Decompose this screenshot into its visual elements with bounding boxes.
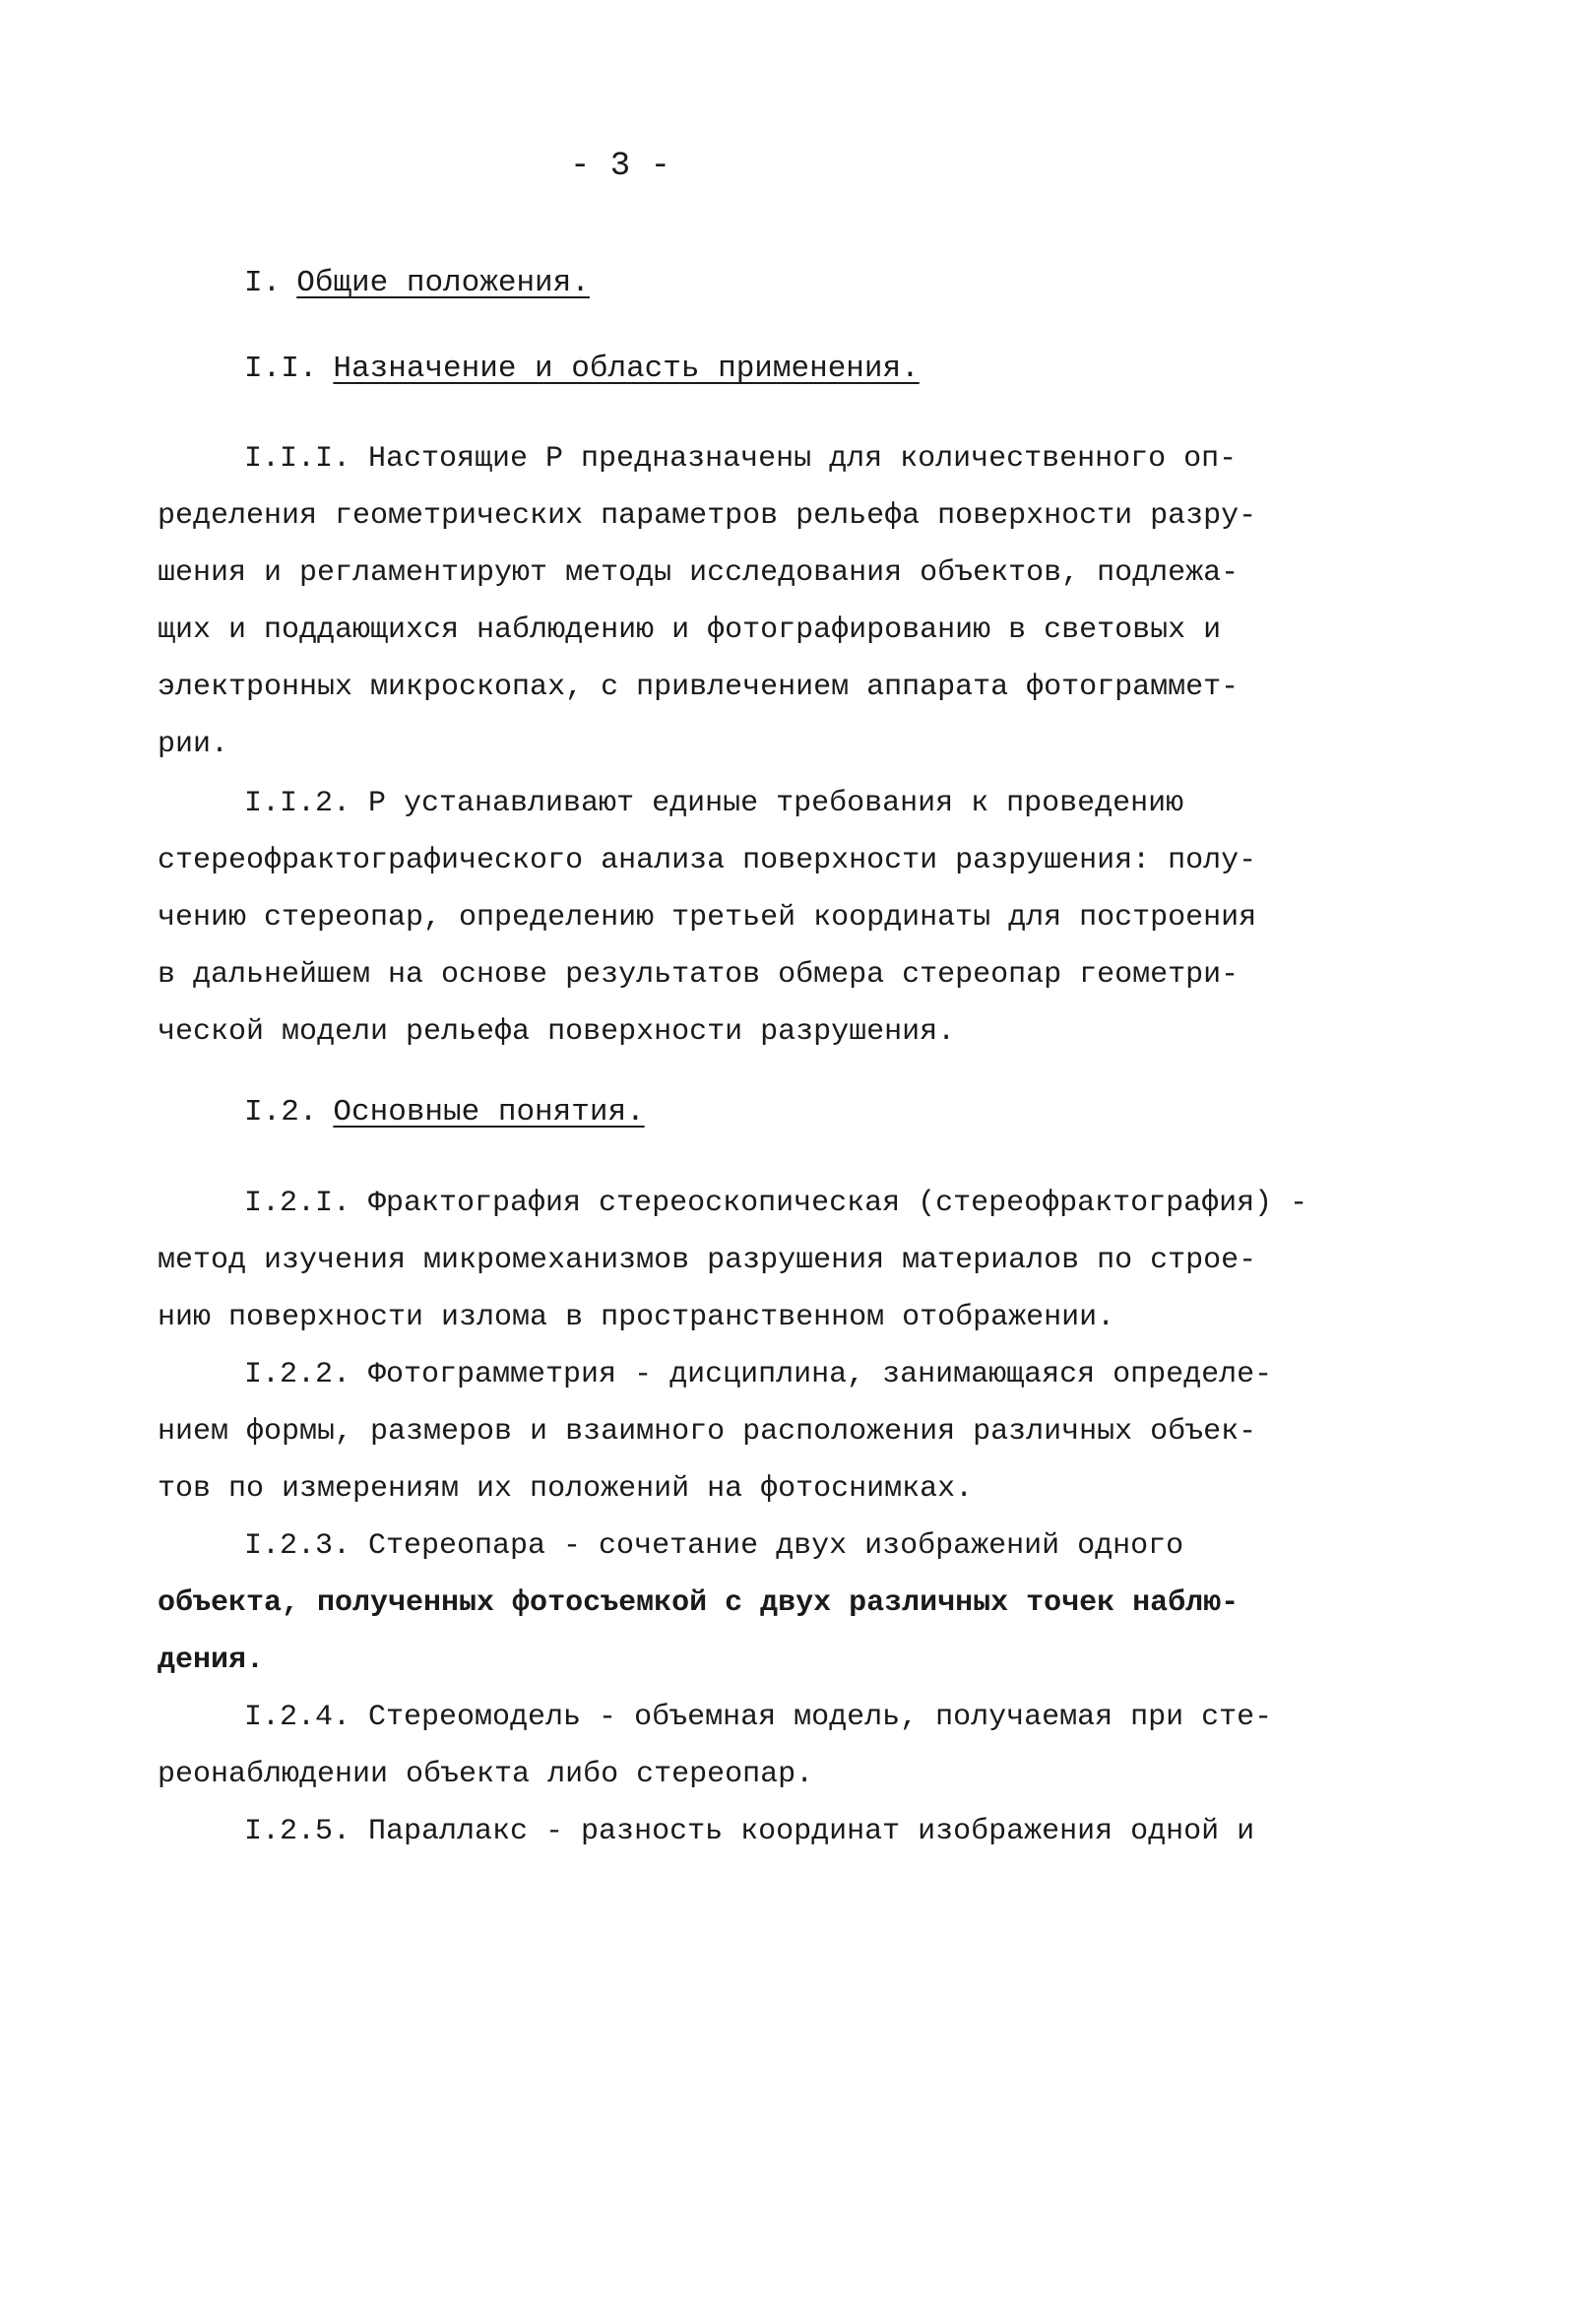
paragraph-line: I.2.I. Фрактография стереоскопическая (стереофрактография) - xyxy=(244,1187,1308,1220)
paragraph-line: нием формы, размеров и взаимного расположения различных объек- xyxy=(158,1415,1257,1449)
paragraph-1-2-1 xyxy=(158,1175,1308,1346)
section-number: I.I. xyxy=(244,352,318,386)
paragraph-line: метод изучения микромеханизмов разрушения материалов по строе- xyxy=(158,1244,1257,1277)
section-heading-1-1 xyxy=(244,352,920,386)
paragraph-line: I.I.2. Р устанавливают единые требования к проведению xyxy=(244,787,1184,820)
paragraph-line: нию поверхности излома в пространственном отображении. xyxy=(158,1301,1115,1334)
paragraph-line: щих и поддающихся наблюдению и фотографированию в световых и xyxy=(158,613,1222,647)
paragraph-1-2-3 xyxy=(158,1517,1270,1689)
paragraph-1-1-1 xyxy=(158,430,1270,773)
section-title: Общие положения. xyxy=(296,266,590,300)
page-number: - 3 - xyxy=(569,148,671,185)
paragraph-line: в дальнейшем на основе результатов обмера стереопар геометри- xyxy=(158,958,1240,992)
section-title: Основные понятия. xyxy=(333,1095,645,1130)
paragraph-line: I.2.3. Стереопара - сочетание двух изображений одного xyxy=(244,1529,1184,1563)
paragraph-line: I.I.I. Настоящие Р предназначены для количественного оп- xyxy=(244,442,1238,476)
paragraph-line: I.2.2. Фотограмметрия - дисциплина, занимающаяся определе- xyxy=(244,1358,1273,1391)
paragraph-line: электронных микроскопах, с привлечением аппарата фотограммет- xyxy=(158,671,1240,704)
section-number: I. xyxy=(244,266,282,300)
section-number: I.2. xyxy=(244,1095,318,1130)
paragraph-line: шения и регламентируют методы исследования объектов, подлежа- xyxy=(158,556,1240,590)
paragraph-line: I.2.5. Параллакс - разность координат изображения одной и xyxy=(244,1815,1255,1848)
paragraph-1-2-2 xyxy=(158,1346,1273,1517)
paragraph-line: реонаблюдении объекта либо стереопар. xyxy=(158,1758,814,1791)
paragraph-line: тов по измерениям их положений на фотоснимках. xyxy=(158,1472,974,1506)
paragraph-line: ческой модели рельефа поверхности разрушения. xyxy=(158,1015,956,1049)
paragraph-1-1-2 xyxy=(158,775,1270,1061)
paragraph-line: дения. xyxy=(158,1644,265,1677)
section-heading-1-2 xyxy=(244,1095,645,1130)
paragraph-1-2-4 xyxy=(158,1689,1273,1803)
paragraph-line: рии. xyxy=(158,728,229,761)
paragraph-line: объекта, полученных фотосъемкой с двух различных точек наблю- xyxy=(158,1586,1240,1620)
section-title: Назначение и область применения. xyxy=(333,352,920,386)
section-heading-1 xyxy=(244,266,590,300)
paragraph-line: стереофрактографического анализа поверхности разрушения: полу- xyxy=(158,844,1257,877)
paragraph-line: чению стереопар, определению третьей координаты для построения xyxy=(158,901,1257,935)
paragraph-line: I.2.4. Стереомодель - объемная модель, получаемая при сте- xyxy=(244,1701,1273,1734)
paragraph-1-2-5 xyxy=(158,1803,1270,1860)
paragraph-line: ределения геометрических параметров рельефа поверхности разру- xyxy=(158,499,1257,533)
